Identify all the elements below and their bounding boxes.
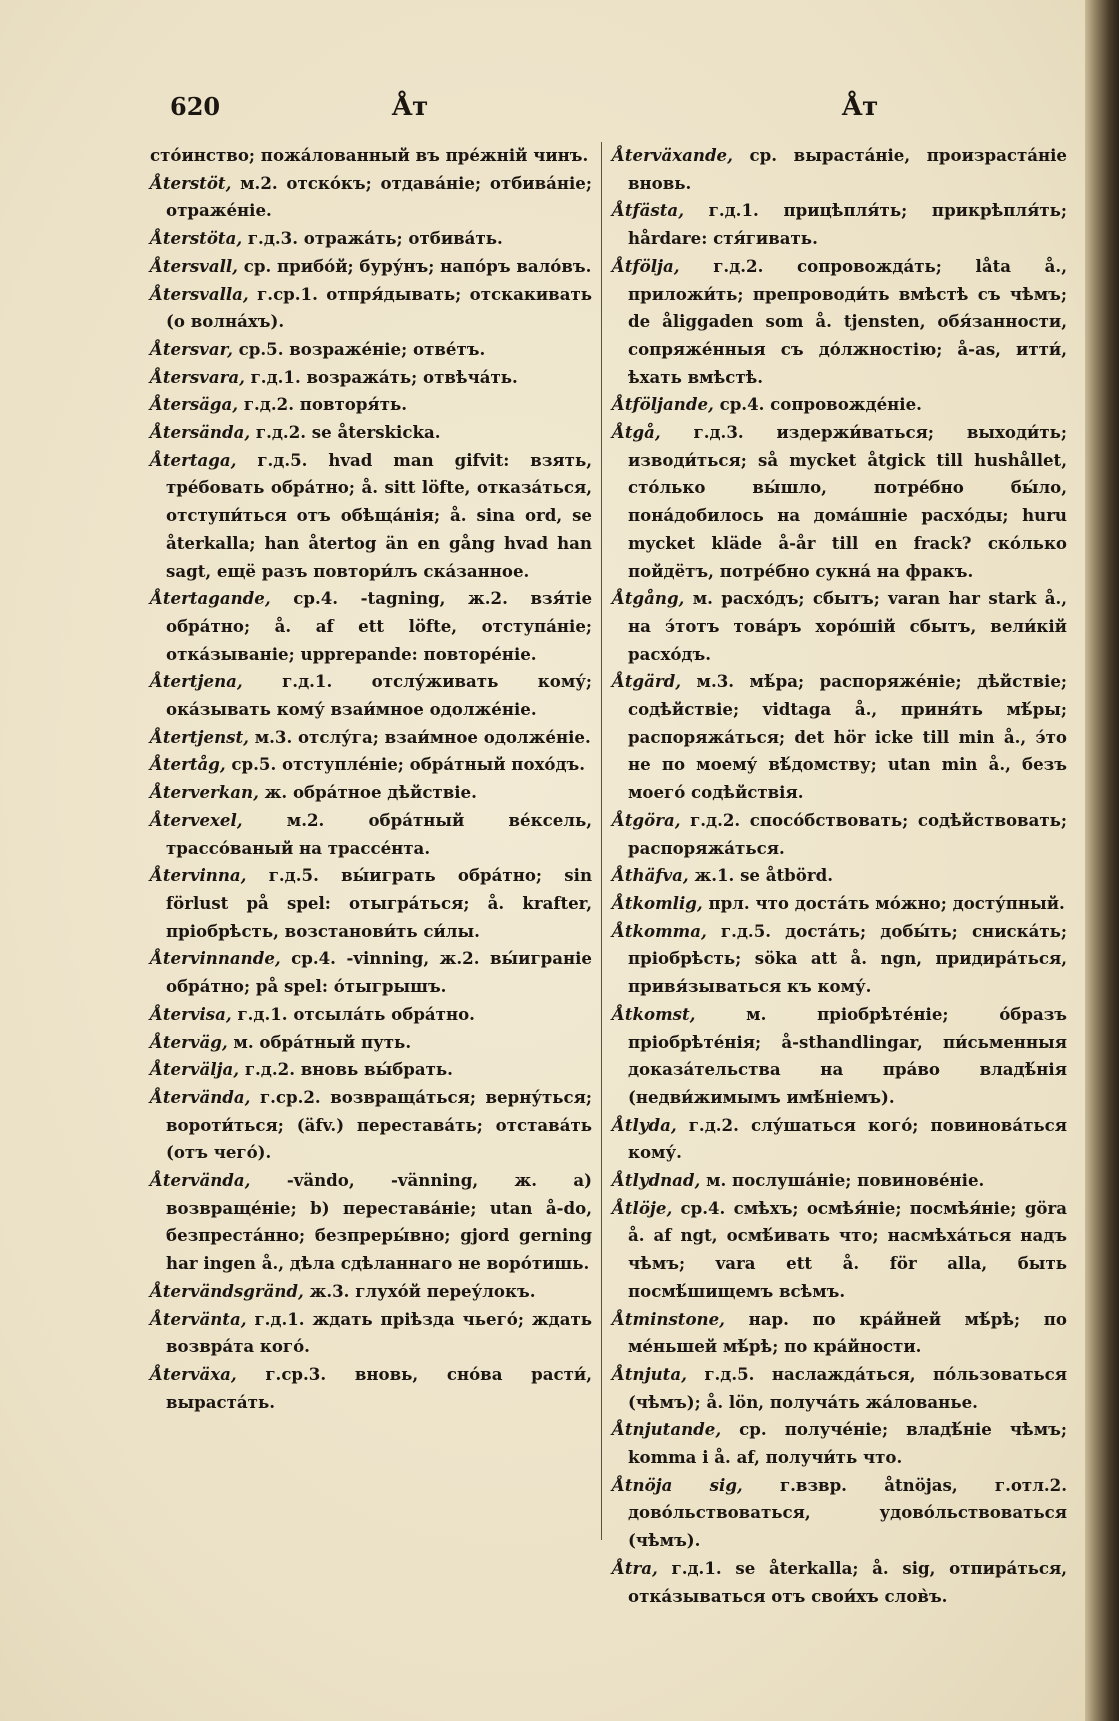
entry-headword: Återtjena, xyxy=(150,671,243,692)
dictionary-entry xyxy=(150,364,592,392)
dictionary-entry xyxy=(150,281,592,336)
dictionary-entry xyxy=(150,1167,592,1278)
entry-definition: г.д.5. вы́играть обра́тно; sin förlust på spel: отыгра́ться; å. krafter, пріобрѣсть, возстанови́ть си́лы. xyxy=(166,865,593,941)
entry-definition: м. расхо́дъ; сбытъ; varan har stark å., на э́тотъ това́ръ хоро́шій сбытъ, вели́кій расхо́дъ. xyxy=(628,588,1067,664)
entry-headword: Åtkomlig, xyxy=(612,892,703,913)
entry-definition: г.д.5. наслажда́ться, по́льзоваться (чѣмъ); å. lön, получа́ть жа́лованье. xyxy=(628,1363,1068,1412)
dictionary-entry xyxy=(612,1416,1067,1471)
dictionary-entry xyxy=(150,807,592,862)
entry-headword: Återsända, xyxy=(150,422,251,443)
right-column xyxy=(612,142,1067,1610)
entry-headword: Återvinnande, xyxy=(150,948,281,969)
dictionary-entry xyxy=(150,142,592,170)
dictionary-entry xyxy=(150,1029,592,1057)
entry-headword: Återsvalla, xyxy=(150,283,249,304)
dictionary-entry xyxy=(612,197,1067,252)
entry-definition: ср.4. -tagning, ж.2. взя́тіе обра́тно; å. af ett löfte, отступа́ніе; отка́зываніе; upprepande: повторе́ніе. xyxy=(166,588,593,664)
right-running-head: Åт xyxy=(842,92,879,122)
entry-headword: Åthäfva, xyxy=(612,865,689,886)
entry-headword: Åtgöra, xyxy=(612,809,681,830)
entry-definition: г.д.2. сопровожда́ть; låta å., приложи́ть; препроводи́ть вмѣстѣ съ чѣмъ; de åliggaden som å. tjensten, обя́занности, сопряже́нныя съ до́лжностію; å-as, итти́, ѣхать вмѣстѣ. xyxy=(628,255,1067,387)
dictionary-entry xyxy=(612,1167,1067,1195)
dictionary-entry xyxy=(612,1361,1067,1416)
dictionary-entry xyxy=(612,862,1067,890)
entry-headword: Åtlöje, xyxy=(612,1197,673,1218)
entry-definition: м.3. отслу́га; взаи́мное одолже́ніе. xyxy=(254,726,591,747)
entry-definition: г.д.5. hvad man gifvit: взять, тре́бовать обра́тно; å. sitt löfte, отказа́ться, отступи́ться отъ обѣща́нія; å. sina ord, se återkalla; han återtog än en gång hvad han sagt, ещё разъ повтори́лъ ска́занное. xyxy=(166,449,592,581)
entry-definition: м. пріобрѣте́ніе; о́бразъ пріобрѣте́нія; å-sthandlingar, пи́сьменныя доказа́тельства на пра́во владѣ́нія (недви́жимымъ имѣ́ніемъ). xyxy=(628,1003,1068,1107)
page-header xyxy=(170,92,975,132)
entry-headword: Återsvall, xyxy=(150,255,238,276)
entry-definition: сто́инство; пожа́лованный въ пре́жній чинъ. xyxy=(150,145,589,165)
entry-definition: г.д.1. отслу́живать кому́; ока́зывать кому́ взаи́мное одолже́ніе. xyxy=(166,671,592,720)
entry-definition: г.ср.3. вновь, сно́ва расти́, выраста́ть. xyxy=(166,1363,592,1412)
entry-headword: Åtnjuta, xyxy=(612,1363,687,1384)
entry-definition: ж.3. глухо́й переу́локъ. xyxy=(309,1280,536,1301)
dictionary-entry xyxy=(150,170,592,225)
entry-definition: ср.4. -vinning, ж.2. вы́играніе обра́тно; på spel: о́тыгрышъ. xyxy=(166,948,592,997)
entry-headword: Åtgärd, xyxy=(612,671,682,692)
entry-definition: ж. обра́тное дѣйствіе. xyxy=(264,782,477,803)
entry-definition: м. послуша́ніе; повинове́ніе. xyxy=(706,1170,985,1191)
entry-headword: Återsäga, xyxy=(150,394,239,415)
entry-headword: Åtlyda, xyxy=(612,1114,677,1135)
entry-headword: Återtåg, xyxy=(150,754,226,775)
entry-definition: г.д.1. ждать пріѣзда чьего́; ждать возвра́та кого́. xyxy=(166,1308,593,1357)
entry-headword: Återvinna, xyxy=(150,865,247,886)
entry-headword: Åtgå, xyxy=(612,422,661,443)
entry-definition: ж.1. se åtbörd. xyxy=(694,865,833,886)
dictionary-entry xyxy=(612,1472,1067,1555)
entry-headword: Återtagande, xyxy=(150,588,271,609)
entry-headword: Åtfästa, xyxy=(612,200,684,221)
entry-definition: ср.4. смѣхъ; осмѣя́ніе; посмѣя́ніе; göra å. af ngt, осмѣ́ивать что; насмѣха́ться надъ чѣмъ; vara ett å. för alla, быть посмѣ́шищемъ всѣмъ. xyxy=(628,1197,1067,1301)
entry-definition: -vändo, -vänning, ж. a) возвраще́ніе; b) перестава́ніе; utan å-do, безпреста́нно; безпреры́вно; gjord gerning har ingen å., дѣла сдѣланнаго не воро́тишь. xyxy=(166,1170,592,1274)
dictionary-entry xyxy=(612,253,1067,392)
entry-definition: ср. получе́ніе; владѣ́ніе чѣмъ; komma i å. af, получи́ть что. xyxy=(628,1419,1067,1468)
dictionary-entry xyxy=(150,336,592,364)
entry-definition: г.д.2. вновь вы́брать. xyxy=(244,1059,453,1080)
entry-headword: Återstöta, xyxy=(150,228,243,249)
entry-headword: Åtgång, xyxy=(612,588,685,609)
entry-headword: Återsvar, xyxy=(150,338,233,359)
dictionary-entry xyxy=(150,751,592,779)
dictionary-entry xyxy=(150,1306,592,1361)
entry-headword: Återverkan, xyxy=(150,782,259,803)
entry-definition: нар. по кра́йней мѣ́рѣ; по ме́ньшей мѣ́рѣ; по кра́йности. xyxy=(628,1308,1067,1357)
entry-definition: ср.5. возраже́ніе; отве́тъ. xyxy=(238,338,486,359)
dictionary-entry xyxy=(150,1056,592,1084)
dictionary-entry xyxy=(612,1306,1067,1361)
entry-definition: г.д.2. спосо́бствовать; содѣйствовать; распоряжа́ться. xyxy=(628,809,1067,858)
dictionary-entry xyxy=(612,1001,1067,1112)
entry-headword: Åtlydnad, xyxy=(612,1170,701,1191)
dictionary-entry xyxy=(150,419,592,447)
dictionary-entry xyxy=(150,779,592,807)
entry-headword: Återstöt, xyxy=(150,172,232,193)
entry-headword: Återtaga, xyxy=(150,449,237,470)
entry-headword: Åtnjutande, xyxy=(612,1419,722,1440)
entry-headword: Återvändsgränd, xyxy=(150,1280,304,1301)
entry-definition: г.ср.2. возвраща́ться; верну́ться; вороти́ться; (äfv.) перестава́ть; отстава́ть (отъ чего́). xyxy=(166,1086,593,1163)
entry-headword: Återvälja, xyxy=(150,1059,240,1080)
dictionary-entry xyxy=(150,447,592,586)
dictionary-entry xyxy=(150,668,592,723)
entry-headword: Åtnöja sig, xyxy=(612,1474,743,1495)
entry-headword: Åtminstone, xyxy=(612,1308,725,1329)
dictionary-entry xyxy=(150,225,592,253)
left-running-head: Åт xyxy=(392,92,429,122)
entry-definition: ср.4. сопровожде́ніе. xyxy=(719,394,922,415)
entry-definition: г.д.2. se återskicka. xyxy=(255,422,441,443)
dictionary-entry xyxy=(150,253,592,281)
entry-definition: г.д.3. издержи́ваться; выходи́ть; изводи́ться; så mycket åtgick till hushållet, сто́лько вы́шло, потре́бно бы́ло, пона́добилось на дома́шніе расхо́ды; huru mycket kläde å-år till en frack? ско́лько пойдётъ, потре́бно сукна́ на фракъ. xyxy=(628,422,1067,581)
entry-definition: ср. выраста́ніе, произраста́ніе вновь. xyxy=(628,145,1067,193)
entry-headword: Åtföljande, xyxy=(612,394,714,415)
entry-headword: Återvexel, xyxy=(150,809,243,830)
dictionary-entry xyxy=(612,668,1067,807)
entry-definition: м. обра́тный путь. xyxy=(233,1031,412,1052)
entry-definition: м.3. мѣ́ра; распоряже́ніе; дѣйствіе; содѣйствіе; vidtaga å., приня́ть мѣ́ры; распоряжа́ться; det hör icke till min å., э́то не по моему́ вѣ́домству; utan min å., безъ моего́ содѣйствія. xyxy=(628,671,1067,803)
entry-definition: г.д.1. возража́ть; отвѣча́ть. xyxy=(250,366,518,387)
entry-headword: Återväg, xyxy=(150,1031,228,1052)
entry-definition: прл. что доста́ть мо́жно; досту́пный. xyxy=(708,892,1065,913)
column-divider xyxy=(601,142,602,1540)
entry-headword: Åtfölja, xyxy=(612,255,680,276)
entry-headword: Åtra, xyxy=(612,1557,658,1578)
dictionary-entry xyxy=(612,1195,1067,1306)
entry-headword: Återväxa, xyxy=(150,1363,237,1384)
page-number: 620 xyxy=(170,92,221,121)
entry-headword: Åtkomst, xyxy=(612,1003,696,1024)
entry-headword: Återsvara, xyxy=(150,366,245,387)
entry-headword: Åtkomma, xyxy=(612,920,707,941)
entry-headword: Återvända, xyxy=(150,1086,251,1107)
dictionary-entry xyxy=(150,585,592,668)
entry-definition: м.2. отско́къ; отдава́ніе; отбива́ніе; отраже́ніе. xyxy=(166,172,592,221)
entry-headword: Återvända, xyxy=(150,1170,251,1191)
entry-headword: Återvisa, xyxy=(150,1003,232,1024)
entry-definition: ср.5. отступле́ніе; обра́тный похо́дъ. xyxy=(231,754,586,775)
dictionary-entry xyxy=(612,391,1067,419)
entry-definition: г.д.2. слу́шаться кого́; повинова́ться кому́. xyxy=(628,1114,1067,1163)
dictionary-entry xyxy=(150,1361,592,1416)
left-column xyxy=(150,142,592,1416)
book-spine-shadow xyxy=(1085,0,1119,1721)
dictionary-entry xyxy=(150,1084,592,1167)
entry-definition: г.д.5. доста́ть; добы́ть; сниска́ть; пріобрѣсть; söka att å. ngn, придира́ться, привя́зываться къ кому́. xyxy=(628,920,1068,997)
dictionary-entry xyxy=(150,1001,592,1029)
dictionary-entry xyxy=(612,585,1067,668)
entry-definition: м.2. обра́тный ве́ксель, трассо́ваный на трассе́нта. xyxy=(166,809,593,858)
entry-definition: г.взвр. åtnöjas, г.отл.2. дово́льствоваться, удово́льствоваться (чѣмъ). xyxy=(628,1474,1067,1551)
dictionary-entry xyxy=(612,1555,1067,1610)
entry-definition: г.д.3. отража́ть; отбива́ть. xyxy=(247,228,503,249)
dictionary-entry xyxy=(612,890,1067,918)
dictionary-entry xyxy=(612,142,1067,197)
entry-definition: ср. прибо́й; буру́нъ; напо́ръ вало́въ. xyxy=(243,255,592,276)
dictionary-entry xyxy=(150,1278,592,1306)
entry-headword: Återtjenst, xyxy=(150,726,249,747)
dictionary-entry xyxy=(612,419,1067,585)
entry-headword: Återvänta, xyxy=(150,1308,247,1329)
entry-headword: Återväxande, xyxy=(612,145,733,165)
entry-definition: г.д.1. отсыла́ть обра́тно. xyxy=(237,1003,475,1024)
dictionary-entry xyxy=(150,945,592,1000)
dictionary-entry xyxy=(150,862,592,945)
entry-definition: г.д.2. повторя́ть. xyxy=(243,394,408,415)
entry-definition: г.д.1. se återkalla; å. sig, отпира́ться, отка́зываться отъ свои́хъ слов̀ъ. xyxy=(628,1557,1067,1606)
dictionary-entry xyxy=(612,918,1067,1001)
dictionary-entry xyxy=(612,807,1067,862)
dictionary-entry xyxy=(150,724,592,752)
dictionary-entry xyxy=(612,1112,1067,1167)
dictionary-entry xyxy=(150,391,592,419)
entry-definition: г.ср.1. отпря́дывать; отскакивать (о волна́хъ). xyxy=(166,283,592,332)
entry-definition: г.д.1. прицѣпля́ть; прикрѣпля́ть; hårdare: стя́гивать. xyxy=(628,200,1068,249)
